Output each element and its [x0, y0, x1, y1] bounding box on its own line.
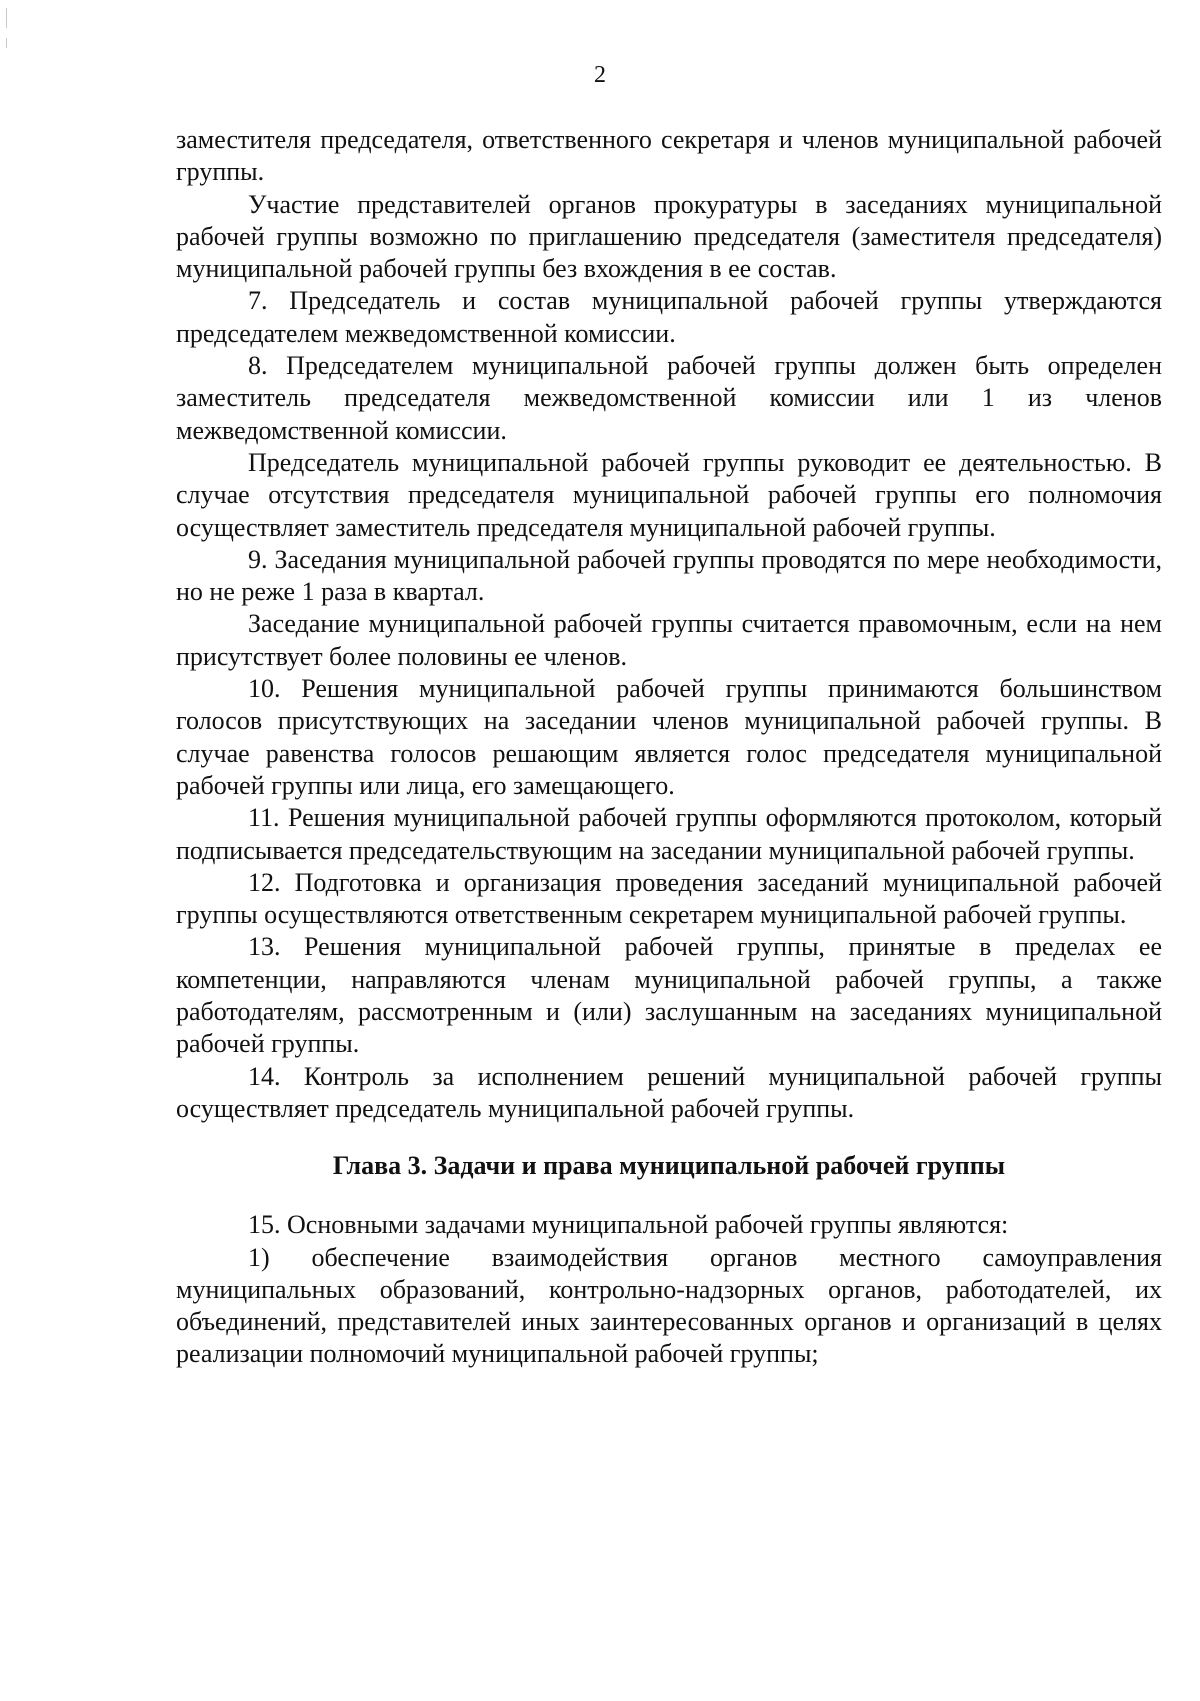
paragraph: 12. Подготовка и организация проведения заседаний муниципальной рабочей группы осуществляются ответственным секретарем муниципальной рабочей группы.: [176, 867, 1162, 930]
paragraph: заместителя председателя, ответственного секретаря и членов муниципальной рабочей группы.: [176, 125, 1162, 187]
scan-edge-mark: [6, 38, 7, 48]
paragraph: 13. Решения муниципальной рабочей группы, принятые в пределах ее компетенции, направляются членам муниципальной рабочей группы, а также работодателям, рассмотренным и (или) заслушанным на заседаниях муниципальной рабочей группы.: [176, 932, 1162, 1059]
paragraph: 11. Решения муниципальной рабочей группы оформляются протоколом, который подписывается председательствующим на заседании муниципальной рабочей группы.: [176, 803, 1162, 865]
paragraph: 15. Основными задачами муниципальной рабочей группы являются:: [248, 1210, 1009, 1240]
paragraph: 9. Заседания муниципальной рабочей группы проводятся по мере необходимости, но не реже 1 раза в квартал.: [176, 544, 1162, 607]
page-number: 2: [594, 62, 606, 88]
paragraph: Председатель муниципальной рабочей группы руководит ее деятельностью. В случае отсутствия председателя муниципальной рабочей группы его полномочия осуществляет заместитель председателя муниципальной рабочей группы.: [176, 447, 1162, 542]
chapter-heading: Глава 3. Задачи и права муниципальной рабочей группы: [332, 1151, 1006, 1181]
paragraph: 1) обеспечение взаимодействия органов местного самоуправления муниципальных образований, контрольно-надзорных органов, работодателей, их объединений, представителей иных заинтересованных органов и организаций в целях реализации полномочий муниципальной рабочей группы;: [176, 1242, 1162, 1369]
paragraph: 8. Председателем муниципальной рабочей группы должен быть определен заместитель председателя межведомственной комиссии или 1 из членов межведомственной комиссии.: [176, 351, 1162, 445]
paragraph: 7. Председатель и состав муниципальной рабочей группы утверждаются председателем межведомственной комиссии.: [176, 286, 1162, 348]
paragraph: Участие представителей органов прокуратуры в заседаниях муниципальной рабочей группы возможно по приглашению председателя (заместителя председателя) муниципальной рабочей группы без вхождения в ее состав.: [176, 189, 1162, 284]
paragraph: 10. Решения муниципальной рабочей группы принимаются большинством голосов присутствующих на заседании членов муниципальной рабочей группы. В случае равенства голосов решающим является голос председателя муниципальной рабочей группы или лица, его замещающего.: [176, 674, 1162, 800]
paragraph: 14. Контроль за исполнением решений муниципальной рабочей группы осуществляет председатель муниципальной рабочей группы.: [176, 1061, 1162, 1123]
scan-edge-mark: [6, 8, 7, 28]
document-body: [176, 124, 1162, 1371]
paragraph: Заседание муниципальной рабочей группы считается правомочным, если на нем присутствует более половины ее членов.: [176, 609, 1162, 671]
